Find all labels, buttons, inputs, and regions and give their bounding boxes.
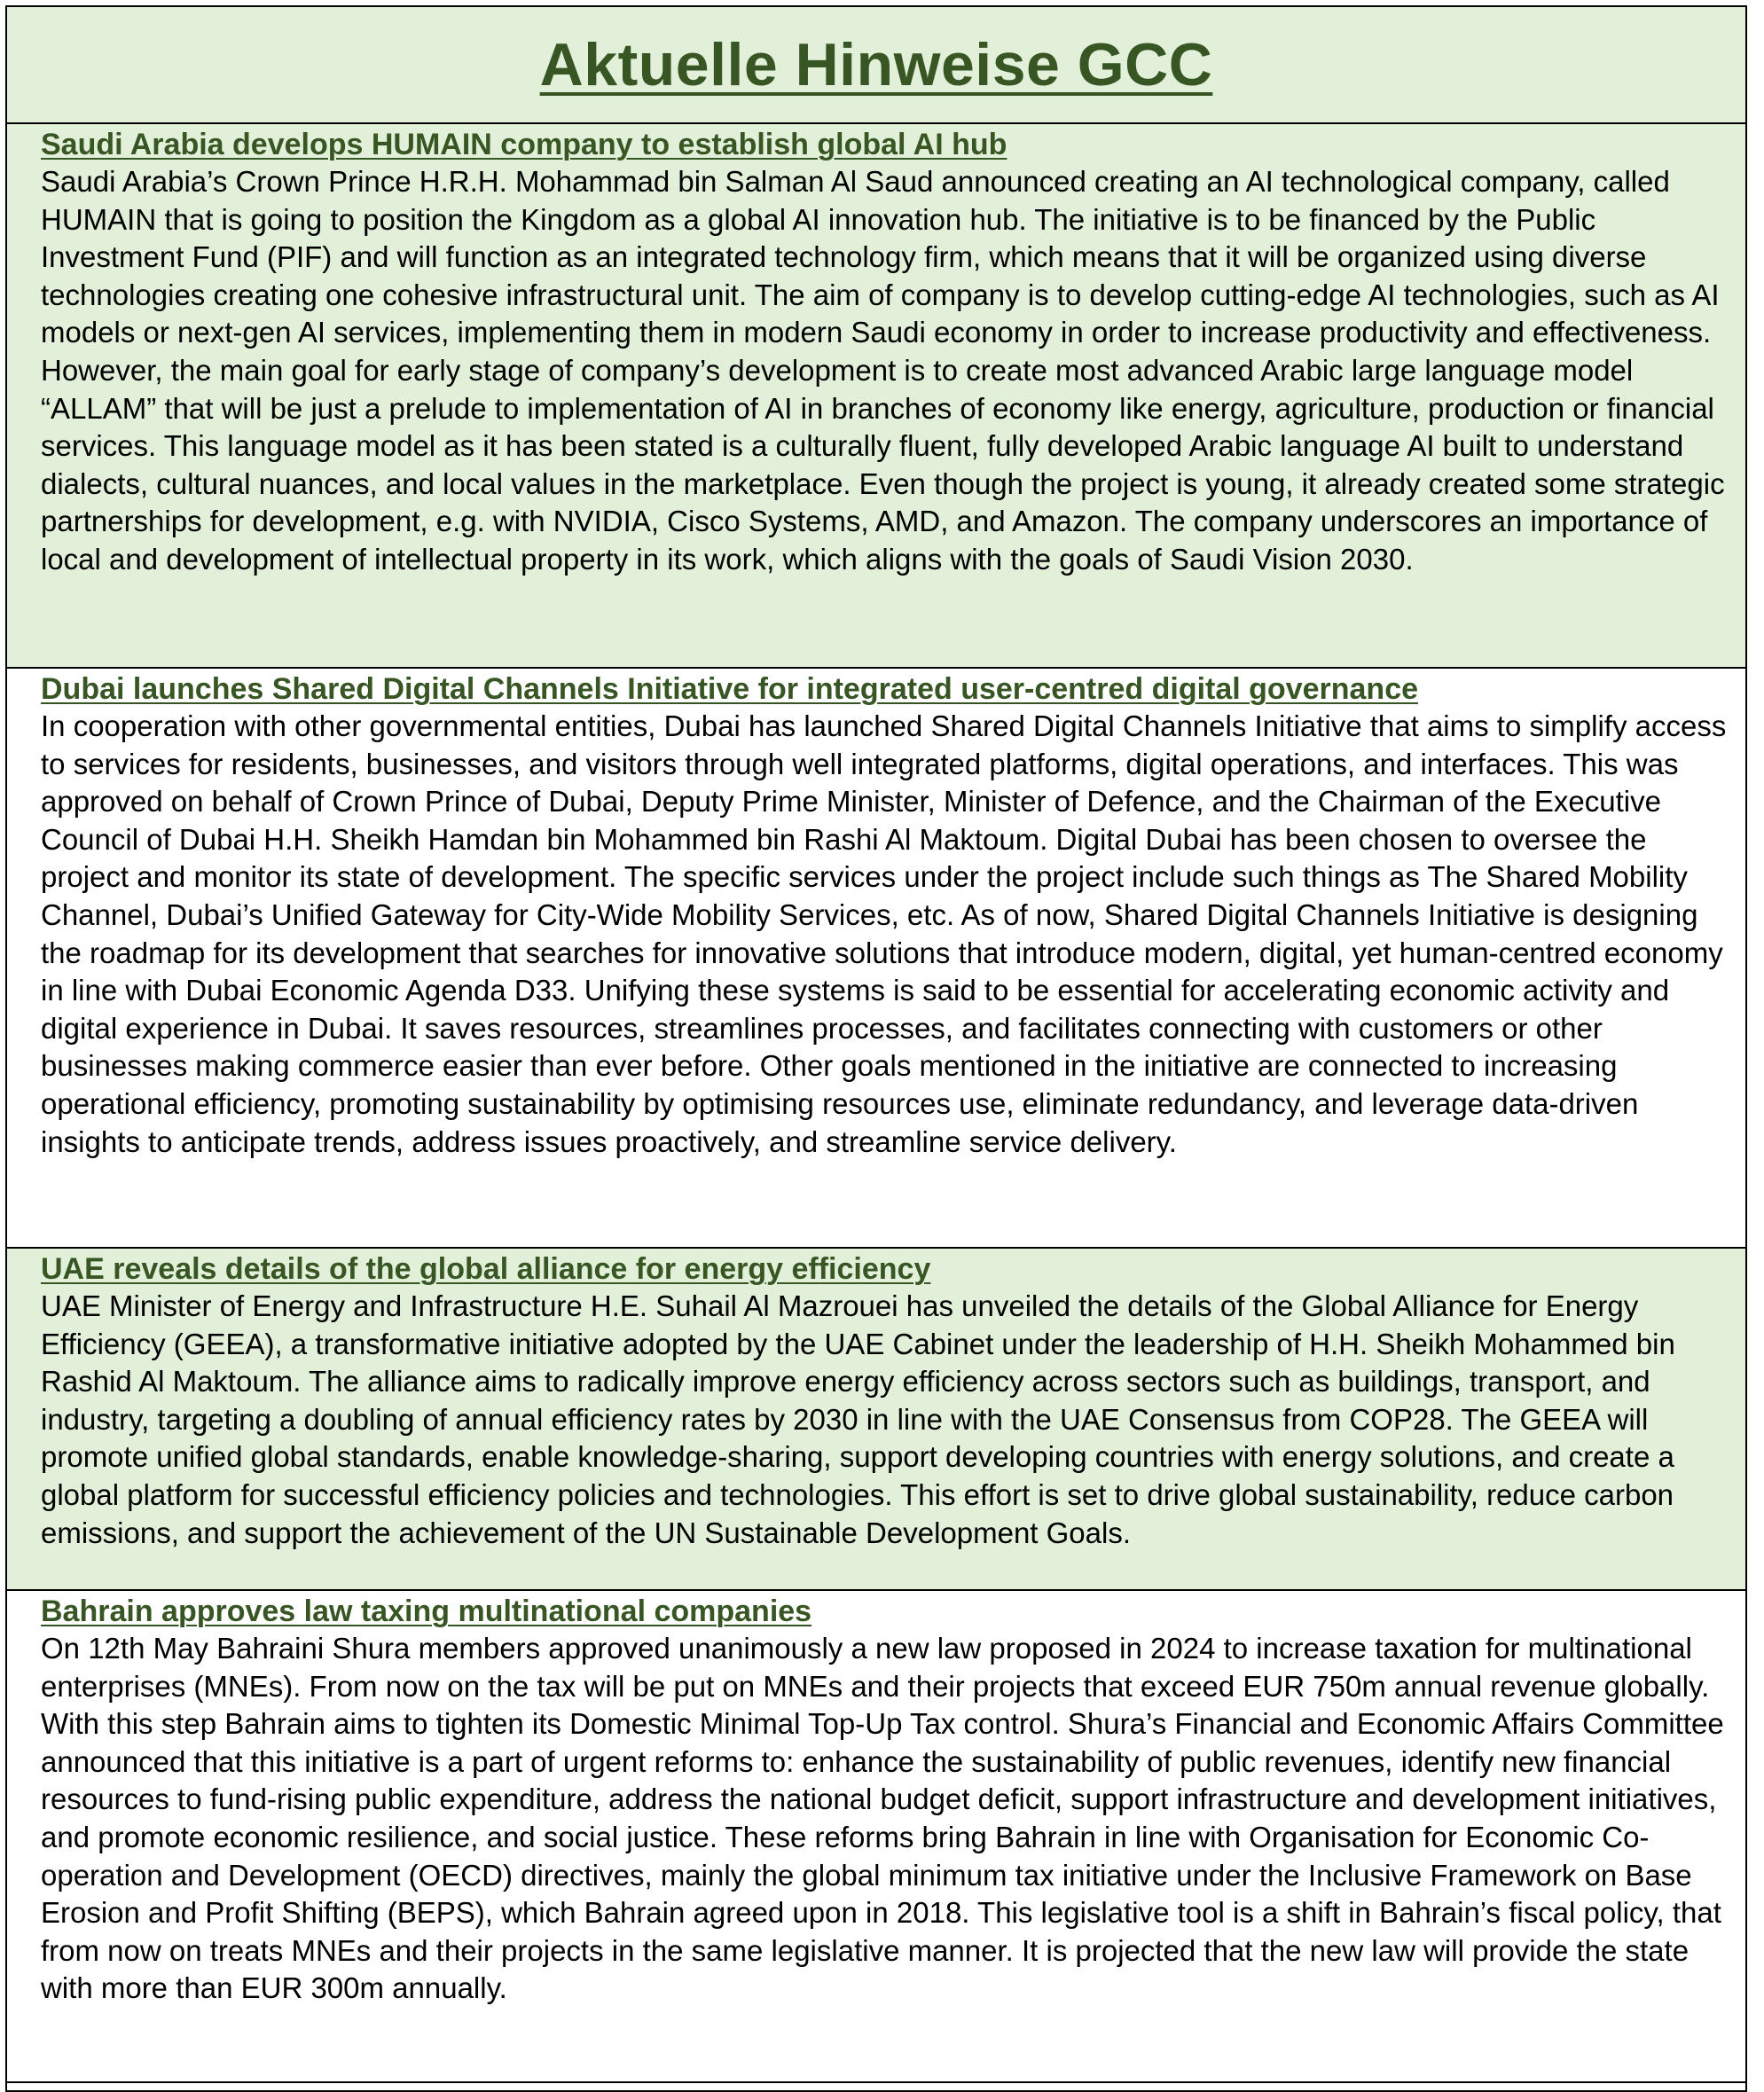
page-title: Aktuelle Hinweise GCC (539, 31, 1213, 98)
news-item-saudi-humain (7, 124, 1745, 669)
news-heading: Saudi Arabia develops HUMAIN company to establish global AI hub (41, 128, 1007, 161)
news-heading: UAE reveals details of the global alliance for energy efficiency (41, 1252, 931, 1286)
news-table (5, 5, 1747, 2092)
news-heading: Bahrain approves law taxing multinational companies (41, 1594, 812, 1628)
news-item-bahrain-tax-law (7, 1591, 1745, 2083)
news-body: In cooperation with other governmental entities, Dubai has launched Shared Digital Channels Initiative that aims to simplify access to services for residents, businesses, and visitors through well integrated platforms, digital operations, and interfaces. This was approved on behalf of Crown Prince of Dubai, Deputy Prime Minister, Minister of Defence, and the Chairman of the Executive Council of Dubai H.H. Sheikh Hamdan bin Mohammed bin Rashi Al Maktoum. Digital Dubai has been chosen to oversee the project and monitor its state of development. The specific services under the project include such things as The Shared Mobility Channel, Dubai’s Unified Gateway for City-Wide Mobility Services, etc. As of now, Shared Digital Channels Initiative is designing the roadmap for its development that searches for innovative solutions that introduce modern, digital, yet human-centred economy in line with Dubai Economic Agenda D33. Unifying these systems is said to be essential for accelerating economic activity and digital experience in Dubai. It saves resources, streamlines processes, and facilitates connecting with customers or other businesses making commerce easier than ever before. Other goals mentioned in the initiative are connected to increasing operational efficiency, promoting sustainability by optimising resources use, eliminate redundancy, and leverage data-driven insights to anticipate trends, address issues proactively, and streamline service delivery. (41, 709, 1727, 1158)
table-bottom-row (7, 2083, 1745, 2090)
news-item-uae-energy-alliance (7, 1249, 1745, 1591)
news-item-dubai-digital-channels (7, 669, 1745, 1249)
news-body: On 12th May Bahraini Shura members approved unanimously a new law proposed in 2024 to increase taxation for multinational enterprises (MNEs). From now on the tax will be put on MNEs and their projects that exceed EUR 750m annual revenue globally. With this step Bahrain aims to tighten its Domestic Minimal Top-Up Tax control. Shura’s Financial and Economic Affairs Committee announced that this initiative is a part of urgent reforms to: enhance the sustainability of public revenues, identify new financial resources to fund-rising public expenditure, address the national budget deficit, support infrastructure and development initiatives, and promote economic resilience, and social justice. These reforms bring Bahrain in line with Organisation for Economic Co-operation and Development (OECD) directives, mainly the global minimum tax initiative under the Inclusive Framework on Base Erosion and Profit Shifting (BEPS), which Bahrain agreed upon in 2018. This legislative tool is a shift in Bahrain’s fiscal policy, that from now on treats MNEs and their projects in the same legislative manner. It is projected that the new law will provide the state with more than EUR 300m annually. (41, 1632, 1724, 2005)
news-heading: Dubai launches Shared Digital Channels Initiative for integrated user-centred digital governance (41, 672, 1419, 706)
news-body: Saudi Arabia’s Crown Prince H.R.H. Mohammad bin Salman Al Saud announced creating an AI technological company, called HUMAIN that is going to position the Kingdom as a global AI innovation hub. The initiative is to be financed by the Public Investment Fund (PIF) and will function as an integrated technology firm, which means that it will be organized using diverse technologies creating one cohesive infrastructural unit. The aim of company is to develop cutting-edge AI technologies, such as AI models or next-gen AI services, implementing them in modern Saudi economy in order to increase productivity and effectiveness. However, the main goal for early stage of company’s development is to create most advanced Arabic large language model “ALLAM” that will be just a prelude to implementation of AI in branches of economy like energy, agriculture, production or financial services. This language model as it has been stated is a culturally fluent, fully developed Arabic language AI built to understand dialects, cultural nuances, and local values in the marketplace. Even though the project is young, it already created some strategic partnerships for development, e.g. with NVIDIA, Cisco Systems, AMD, and Amazon. The company underscores an importance of local and development of intellectual property in its work, which aligns with the goals of Saudi Vision 2030. (41, 165, 1725, 576)
title-row (7, 7, 1745, 124)
news-body: UAE Minister of Energy and Infrastructure H.E. Suhail Al Mazrouei has unveiled the details of the Global Alliance for Energy Efficiency (GEEA), a transformative initiative adopted by the UAE Cabinet under the leadership of H.H. Sheikh Mohammed bin Rashid Al Maktoum. The alliance aims to radically improve energy efficiency across sectors such as buildings, transport, and industry, targeting a doubling of annual efficiency rates by 2030 in line with the UAE Consensus from COP28. The GEEA will promote unified global standards, enable knowledge-sharing, support developing countries with energy solutions, and create a global platform for successful efficiency policies and technologies. This effort is set to drive global sustainability, reduce carbon emissions, and support the achievement of the UN Sustainable Development Goals. (41, 1289, 1675, 1549)
